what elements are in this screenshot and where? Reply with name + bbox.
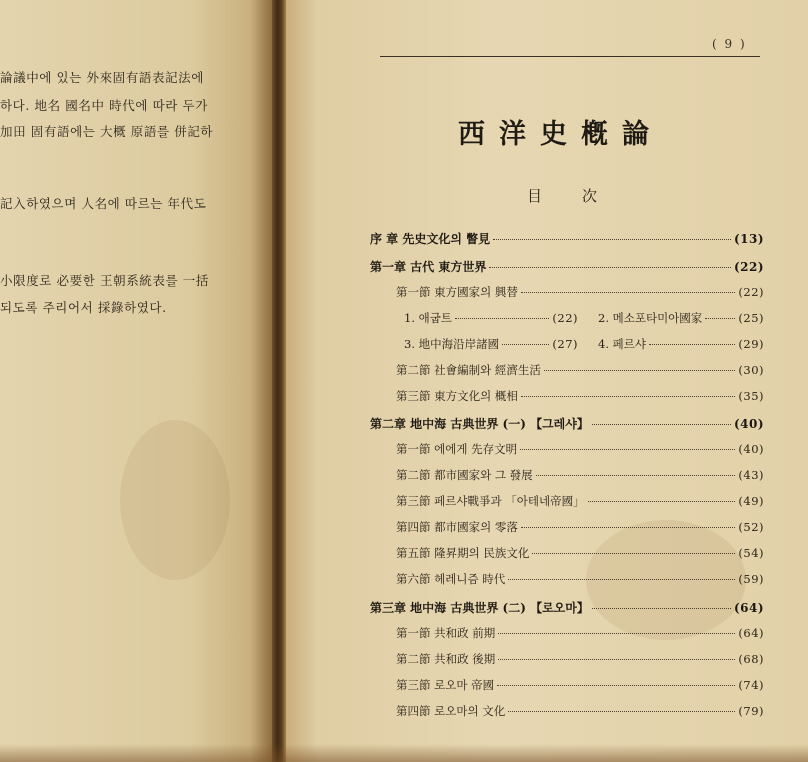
dot-leader bbox=[544, 370, 735, 371]
toc-entry-label: 第三節 東方文化의 概相 bbox=[396, 389, 518, 403]
dot-leader bbox=[498, 659, 735, 660]
toc-entry-section bbox=[396, 571, 764, 587]
toc-entry-chapter-1 bbox=[370, 258, 764, 275]
dot-leader bbox=[489, 267, 731, 268]
toc-entry-page: (29) bbox=[738, 337, 764, 351]
toc-entry-label: 第四節 都市國家의 零落 bbox=[396, 520, 518, 534]
book-title: 西洋史槪論 bbox=[458, 119, 663, 150]
dot-leader bbox=[521, 292, 735, 293]
toc-entry-prologue bbox=[370, 230, 764, 247]
toc-entry-subsection bbox=[404, 310, 578, 326]
toc-entry-page: (54) bbox=[738, 546, 764, 560]
toc-entry-section bbox=[396, 519, 764, 535]
toc-entry-chapter-2 bbox=[370, 415, 764, 432]
toc-entry-page: (68) bbox=[738, 652, 764, 666]
dot-leader bbox=[705, 318, 735, 319]
dot-leader bbox=[498, 633, 735, 634]
dot-leader bbox=[536, 475, 736, 476]
toc-entry-page: (59) bbox=[738, 572, 764, 586]
toc-entry-page: (40) bbox=[738, 442, 764, 456]
toc-entry-label: 1. 애굽트 bbox=[404, 311, 452, 325]
toc-entry-label: 第三節 로오마 帝國 bbox=[396, 678, 495, 692]
toc-entry-label: 第五節 隆昇期의 民族文化 bbox=[396, 546, 530, 560]
toc-entry-label: 第一節 東方國家의 興替 bbox=[396, 285, 518, 299]
toc-entry-page: (22) bbox=[733, 260, 764, 274]
toc-entry-page: (27) bbox=[552, 337, 578, 351]
toc-entry-page: (49) bbox=[738, 494, 764, 508]
dot-leader bbox=[649, 344, 735, 345]
toc-entry-page: (40) bbox=[733, 417, 764, 431]
toc-entry-subsection bbox=[404, 336, 578, 352]
left-text-line: 하다. 地名 國名中 時代에 따라 두가 bbox=[0, 98, 208, 113]
toc-entry-label: 2. 메소포타미아國家 bbox=[598, 311, 703, 325]
toc-entry-page: (64) bbox=[738, 626, 764, 640]
left-text-line: 加田 固有語에는 大概 原語를 併記하 bbox=[0, 124, 214, 139]
dot-leader bbox=[508, 711, 735, 712]
toc-entry-section bbox=[396, 493, 764, 509]
toc-entry-section bbox=[396, 362, 764, 378]
dot-leader bbox=[521, 396, 735, 397]
left-text-line: 記入하였으며 人名에 따르는 年代도 bbox=[0, 196, 207, 211]
toc-entry-label: 第六節 헤레니즘 時代 bbox=[396, 572, 506, 586]
toc-entry-label: 第一節 에에게 先存文明 bbox=[396, 442, 518, 456]
toc-entry-page: (79) bbox=[738, 704, 764, 718]
toc-entry-label: 序 章 先史文化의 瞥見 bbox=[370, 232, 491, 246]
toc-entry-section bbox=[396, 284, 764, 300]
page-number: ( 9 ) bbox=[712, 37, 747, 51]
left-text-line: 論議中에 있는 外來固有語表記法에 bbox=[0, 70, 204, 85]
toc-entry-label: 4. 페르샤 bbox=[598, 337, 646, 351]
toc-entry-label: 第四節 로오마의 文化 bbox=[396, 704, 506, 718]
dot-leader bbox=[493, 239, 731, 240]
toc-entry-section bbox=[396, 545, 764, 561]
toc-entry-label: 第二節 都市國家와 그 發展 bbox=[396, 468, 533, 482]
toc-entry-label: 第二章 地中海 古典世界 (一) 【그레샤】 bbox=[370, 417, 589, 431]
toc-entry-subsection bbox=[598, 310, 764, 326]
toc-entry-label: 第三節 페르샤戰爭과 「아테네帝國」 bbox=[396, 494, 585, 508]
toc-entry-section bbox=[396, 467, 764, 483]
toc-entry-page: (22) bbox=[738, 285, 764, 299]
toc-title: 目次 bbox=[527, 187, 638, 205]
toc-entry-page: (52) bbox=[738, 520, 764, 534]
toc-entry-page: (13) bbox=[733, 232, 764, 246]
toc-entry-page: (22) bbox=[552, 311, 578, 325]
dot-leader bbox=[508, 579, 735, 580]
dot-leader bbox=[592, 424, 731, 425]
dot-leader bbox=[521, 527, 735, 528]
toc-entry-subsection bbox=[598, 336, 764, 352]
dot-leader bbox=[588, 501, 736, 502]
toc-entry-section bbox=[396, 651, 764, 667]
left-text-line: 小限度로 必要한 王朝系統表를 一括 bbox=[0, 273, 209, 288]
toc-entry-section bbox=[396, 441, 764, 457]
toc-entry-page: (43) bbox=[738, 468, 764, 482]
toc-entry-label: 第二節 共和政 後期 bbox=[396, 652, 496, 666]
dot-leader bbox=[532, 553, 735, 554]
toc-entry-section bbox=[396, 677, 764, 693]
toc-entry-page: (30) bbox=[738, 363, 764, 377]
dot-leader bbox=[455, 318, 549, 319]
toc-entry-label: 3. 地中海沿岸諸國 bbox=[404, 337, 500, 351]
toc-entry-section bbox=[396, 625, 764, 641]
toc-entry-label: 第一章 古代 東方世界 bbox=[370, 260, 487, 274]
dot-leader bbox=[520, 449, 735, 450]
toc-entry-label: 第三章 地中海 古典世界 (二) 【로오마】 bbox=[370, 601, 589, 615]
page-bottom-shadow bbox=[0, 744, 808, 762]
dot-leader bbox=[497, 685, 735, 686]
dot-leader bbox=[502, 344, 549, 345]
left-text-line: 되도록 주리어서 採錄하였다. bbox=[0, 300, 167, 315]
toc-entry-page: (64) bbox=[733, 601, 764, 615]
toc-entry-page: (25) bbox=[738, 311, 764, 325]
dot-leader bbox=[592, 608, 731, 609]
toc-entry-section bbox=[396, 703, 764, 719]
toc-entry-section bbox=[396, 388, 764, 404]
toc-entry-page: (74) bbox=[738, 678, 764, 692]
toc-entry-label: 第一節 共和政 前期 bbox=[396, 626, 496, 640]
toc-entry-chapter-3 bbox=[370, 599, 764, 616]
toc-entry-label: 第二節 社會編制와 經濟生活 bbox=[396, 363, 541, 377]
toc-entry-page: (35) bbox=[738, 389, 764, 403]
